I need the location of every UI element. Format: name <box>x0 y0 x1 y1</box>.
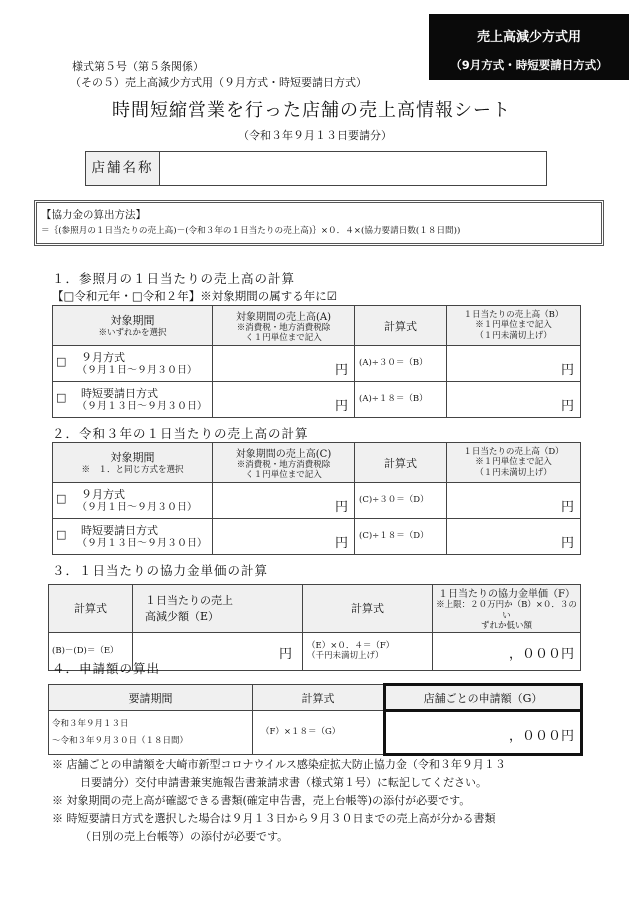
badge-line1: 売上高減少方式用 <box>476 30 581 45</box>
s3-decrease-input[interactable]: 円 <box>133 632 303 670</box>
s1-header-calc: 計算式 <box>355 306 447 346</box>
badge-line2: （9月方式・時短要請日方式） <box>450 58 608 72</box>
s3-header-unit: １日当たりの協力金単価（F） ※上限：２０万円か（B）×０．３のい ずれか低い額 <box>433 585 581 633</box>
s1-row1-formula: (A)÷３０＝（B） <box>355 346 447 382</box>
store-name-label: 店舗名称 <box>86 152 160 185</box>
s3-header-decrease: １日当たりの売上 高減少額（E） <box>133 585 303 633</box>
s4-header-amount: 店舗ごとの申請額（G） <box>385 685 582 711</box>
s4-header-period: 要請期間 <box>49 685 253 711</box>
s2-row1-formula: (C)÷３０＝（D） <box>355 483 447 519</box>
s3-header-calc1: 計算式 <box>49 585 133 633</box>
s1-row1-sales-input[interactable]: 円 <box>213 346 355 382</box>
note-item: ※ 店舗ごとの申請額を大崎市新型コロナウイルス感染症拡大防止協力金（令和３年９月１３ <box>52 758 506 771</box>
form-subtitle: （その５）売上高減少方式用（９月方式・時短要請日方式） <box>70 76 367 89</box>
s4-period: 令和３年９月１３日 ～令和３年９月３０日（１８日間） <box>49 711 253 755</box>
s1-row2-sales-input[interactable]: 円 <box>213 382 355 418</box>
checkbox[interactable]: □ <box>56 391 67 404</box>
s1-header-period: 対象期間 ※いずれかを選択 <box>53 306 213 346</box>
s3-formula1: (B)－(D)＝（E） <box>49 632 133 670</box>
method-badge <box>429 14 629 80</box>
section3-title: ３．１日当たりの協力金単価の計算 <box>52 563 269 578</box>
s1-header-sales: 対象期間の売上高(A) ※消費税・地方消費税除 く１円単位まで記入 <box>213 306 355 346</box>
section3-table <box>48 584 581 671</box>
calculation-method-box <box>34 200 604 246</box>
s1-row2-formula: (A)÷１８＝（B） <box>355 382 447 418</box>
calculation-method-formula: ＝｛(参照月の１日当たりの売上高)－(令和３年の１日当たりの売上高)｝×０．４×(協力要請日数(１８日間)) <box>41 226 461 236</box>
table-row <box>53 519 581 555</box>
s2-row1-sales-input[interactable]: 円 <box>213 483 355 519</box>
store-name-input[interactable] <box>166 152 541 185</box>
section1-table <box>52 305 581 418</box>
s4-header-calc: 計算式 <box>253 685 385 711</box>
s2-row2-period[interactable]: □ 時短要請日方式 （９月１３日～９月３０日） <box>53 519 213 555</box>
s1-row2-period[interactable]: □ 時短要請日方式 （９月１３日～９月３０日） <box>53 382 213 418</box>
s2-row1-period[interactable]: □ ９月方式 （９月１日～９月３０日） <box>53 483 213 519</box>
form-number: 様式第５号（第５条関係） <box>72 60 204 73</box>
s2-header-period: 対象期間 ※ １．と同じ方式を選択 <box>53 443 213 483</box>
page-title: 時間短縮営業を行った店舗の売上高情報シート <box>112 100 511 121</box>
s3-header-calc2: 計算式 <box>303 585 433 633</box>
s2-header-calc: 計算式 <box>355 443 447 483</box>
section2-title: ２．令和３年の１日当たりの売上高の計算 <box>52 426 309 441</box>
table-row <box>49 711 582 755</box>
calculation-method-heading: 【協力金の算出方法】 <box>41 209 146 221</box>
table-row <box>53 483 581 519</box>
checkbox[interactable]: □ <box>56 492 67 505</box>
checkbox[interactable]: □ <box>56 528 67 541</box>
s2-row1-daily-input[interactable]: 円 <box>447 483 581 519</box>
s1-row2-daily-input[interactable]: 円 <box>447 382 581 418</box>
section4-table <box>48 683 583 756</box>
s1-row1-period[interactable]: □ ９月方式 （９月１日～９月３０日） <box>53 346 213 382</box>
section1-year-selector[interactable]: 【□令和元年・□令和２年】※対象期間の属する年に☑ <box>52 289 338 303</box>
s1-header-daily: １日当たりの売上高（B） ※１円単位まで記入 （１円未満切上げ） <box>447 306 581 346</box>
s2-row2-daily-input[interactable]: 円 <box>447 519 581 555</box>
table-row <box>53 346 581 382</box>
checkbox[interactable]: □ <box>56 355 67 368</box>
table-row <box>53 382 581 418</box>
s2-header-sales: 対象期間の売上高(C) ※消費税・地方消費税除 く１円単位まで記入 <box>213 443 355 483</box>
store-name-field <box>85 151 547 186</box>
s3-unit-input[interactable]: ，０００円 <box>433 632 581 670</box>
s1-row1-daily-input[interactable]: 円 <box>447 346 581 382</box>
s2-row2-sales-input[interactable]: 円 <box>213 519 355 555</box>
note-item: 日要請分）交付申請書兼実施報告書兼請求書（様式第１号）に転記してください。 <box>80 776 487 789</box>
s4-formula: （F）×１８＝（G） <box>253 711 385 755</box>
note-item: ※ 対象期間の売上高が確認できる書類(確定申告書，売上台帳等)の添付が必要です。 <box>52 794 471 807</box>
request-date: （令和３年９月１３日要請分） <box>238 129 392 142</box>
section1-title: １．参照月の１日当たりの売上高の計算 <box>52 271 296 286</box>
s2-header-daily: １日当たりの売上高（D） ※１円単位まで記入 （１円未満切上げ） <box>447 443 581 483</box>
s3-formula2: （E）×０．４＝（F） （千円未満切上げ） <box>303 632 433 670</box>
s2-row2-formula: (C)÷１８＝（D） <box>355 519 447 555</box>
note-item: （日別の売上台帳等）の添付が必要です。 <box>80 830 289 843</box>
note-item: ※ 時短要請日方式を選択した場合は９月１３日から９月３０日までの売上高が分かる書類 <box>52 812 496 825</box>
section4-title: ４．申請額の算出 <box>52 661 161 676</box>
section2-table <box>52 442 581 555</box>
s4-amount-input[interactable]: ，０００円 <box>385 711 582 755</box>
